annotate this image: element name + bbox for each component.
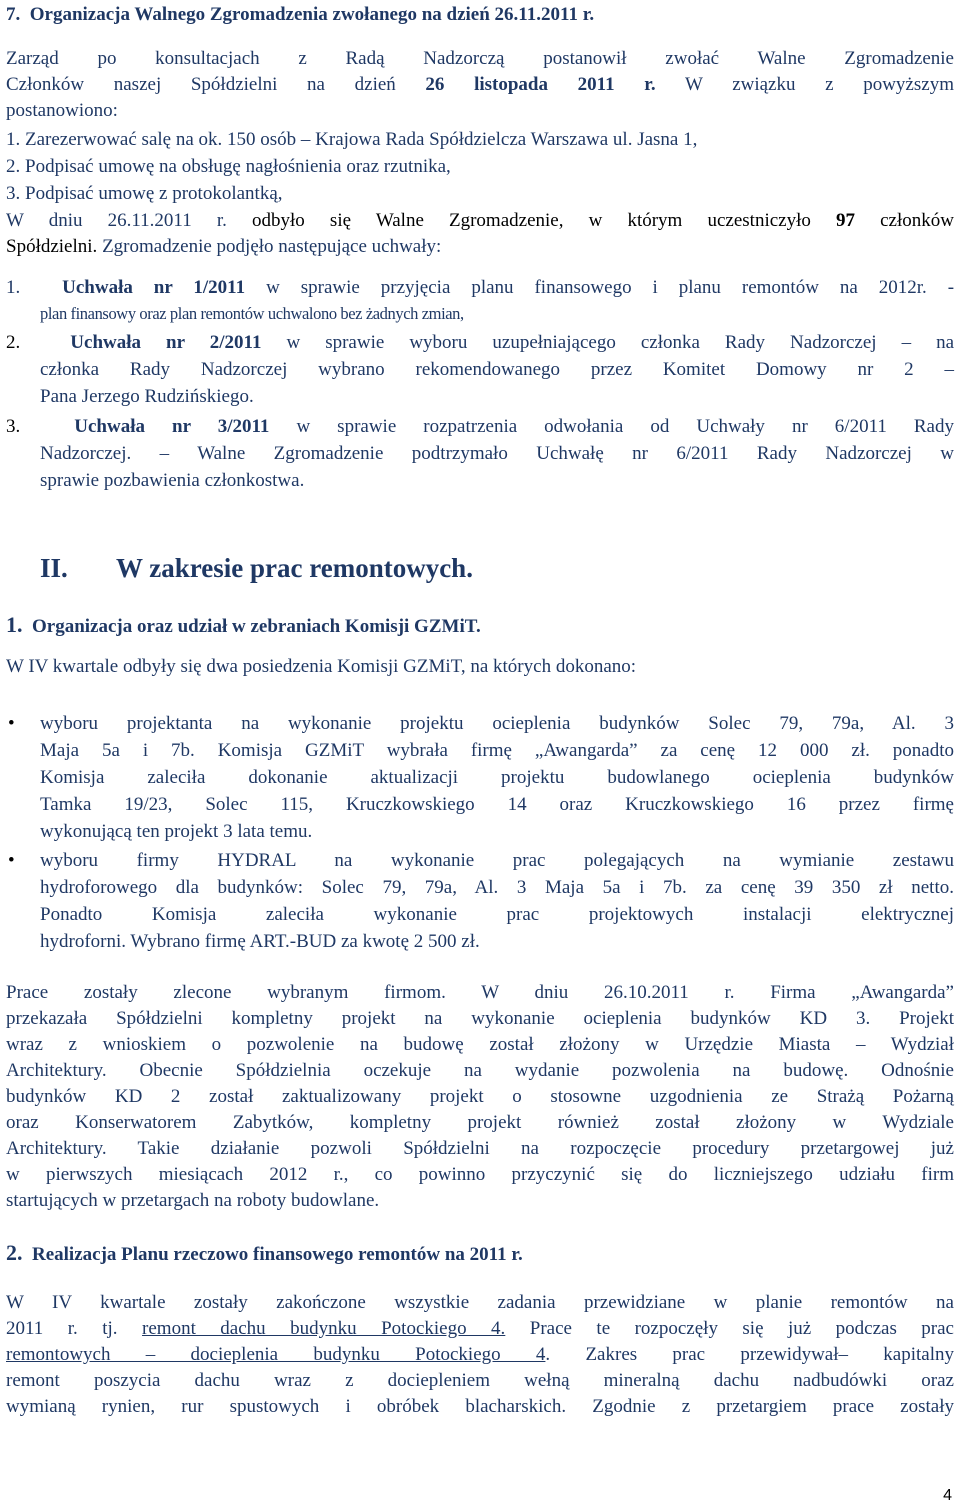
bullet-2-icon: • — [8, 850, 15, 871]
bullet-1-line-4: Tamka 19/23, Solec 115, Kruczkowskiego 14 oraz Kruczkowskiego 16 przez firmę — [40, 794, 954, 815]
subsection-1-heading: 1. Organizacja oraz udział w zebraniach Komisji GZMiT. — [6, 612, 481, 637]
bullet-1-line-1: wyboru projektanta na wykonanie projektu ocieplenia budynków Solec 79, 79a, Al. 3 — [40, 713, 954, 734]
resolution-1-line-1: 1. Uchwała nr 1/2011 w sprawie przyjęcia planu finansowego i planu remontów na 2012r. - — [6, 277, 955, 298]
resolution-3-line-1: 3. Uchwała nr 3/2011 w sprawie rozpatrzenia odwołania od Uchwały nr 6/2011 Rady — [6, 416, 954, 437]
section-7-intro-line-2: Członków naszej Spółdzielni na dzień 26 listopada 2011 r. W związku z powyższym — [6, 74, 954, 95]
list-item-2: 2. Podpisać umowę na obsługę nagłośnienia oraz rzutnika, — [6, 156, 451, 177]
paragraph-line-4: Architektury. Obecnie Spółdzielnia oczekuje na wydanie pozwolenia na budowę. Odnośnie — [6, 1060, 954, 1081]
bullet-1-line-3: Komisja zaleciła dokonanie aktualizacji projektu budowlanego ocieplenia budynków — [40, 767, 954, 788]
paragraph-line-1: Prace zostały zlecone wybranym firmom. W dniu 26.10.2011 r. Firma „Awangarda” — [6, 982, 954, 1003]
subsection-2-line-2: 2011 r. tj. remont dachu budynku Potockiego 4. Prace te rozpoczęły się już podczas prac — [6, 1318, 954, 1339]
list-item-1: 1. Zarezerwować salę na ok. 150 osób – Krajowa Rada Spółdzielcza Warszawa ul. Jasna 1, — [6, 129, 698, 150]
paragraph-line-2: przekazała Spółdzielni kompletny projekt na wykonanie ocieplenia budynków KD 3. Projekt — [6, 1008, 954, 1029]
subsection-2-line-4: remont poszycia dachu wraz z dociepleniem wełną mineralną dachu nadbudówki oraz — [6, 1370, 954, 1391]
bullet-1-icon: • — [8, 713, 15, 734]
resolution-2-line-2: członka Rady Nadzorczej wybrano rekomendowanego przez Komitet Domowy nr 2 – — [40, 359, 954, 380]
subsection-2-line-3: remontowych – docieplenia budynku Potockiego 4. Zakres prac przewidywał– kapitalny — [6, 1344, 954, 1365]
section-7-intro-line-3: postanowiono: — [6, 100, 118, 121]
section-7-intro-line-1: Zarząd po konsultacjach z Radą Nadzorczą postanowił zwołać Walne Zgromadzenie — [6, 48, 954, 69]
paragraph-line-8: w pierwszych miesiącach 2012 r., co powinno przyczynić się do liczniejszego udziału firm — [6, 1164, 954, 1185]
paragraph-line-3: wraz z wnioskiem o pozwolenie na budowę został złożony w Urzędzie Miasta – Wydział — [6, 1034, 954, 1055]
paragraph-line-9: startujących w przetargach na roboty budowlane. — [6, 1190, 380, 1211]
subsection-2-line-5: wymianą rynien, rur spustowych i obróbek blacharskich. Zgodnie z przetargiem prace zostały — [6, 1396, 954, 1417]
bullet-2-line-3: Ponadto Komisja zaleciła wykonanie prac projektowych instalacji elektrycznej — [40, 904, 954, 925]
resolution-3-line-2: Nadzorczej. – Walne Zgromadzenie podtrzymało Uchwałę nr 6/2011 Rady Nadzorczej w — [40, 443, 954, 464]
meeting-date-line-2: Spółdzielni. Zgromadzenie podjęło następujące uchwały: — [6, 236, 442, 257]
subsection-2-line-1: W IV kwartale zostały zakończone wszystkie zadania przewidziane w planie remontów na — [6, 1292, 954, 1313]
paragraph-line-7: Architektury. Takie działanie pozwoli Spółdzielni na rozpoczęcie procedury przetargowej już — [6, 1138, 954, 1159]
list-item-3: 3. Podpisać umowę z protokolantką, — [6, 183, 283, 204]
meeting-date-line-1: W dniu 26.11.2011 r. odbyło się Walne Zgromadzenie, w którym uczestniczyło 97 członków — [6, 210, 954, 231]
subsection-2-heading: 2. Realizacja Planu rzeczowo finansowego remontów na 2011 r. — [6, 1240, 523, 1265]
resolution-2-line-3: Pana Jerzego Rudzińskiego. — [40, 386, 254, 407]
bullet-1-line-5: wykonującą ten projekt 3 lata temu. — [40, 821, 313, 842]
bullet-2-line-1: wyboru firmy HYDRAL na wykonanie prac polegających na wymianie zestawu — [40, 850, 954, 871]
page-number: 4 — [943, 1487, 952, 1504]
paragraph-line-5: budynków KD 2 został zaktualizowany projekt o stosowne uzgodnienia ze Strażą Pożarną — [6, 1086, 954, 1107]
resolution-3-line-3: sprawie pozbawienia członkostwa. — [40, 470, 305, 491]
subsection-1-intro: W IV kwartale odbyły się dwa posiedzenia Komisji GZMiT, na których dokonano: — [6, 656, 637, 677]
resolution-2-line-1: 2. Uchwała nr 2/2011 w sprawie wyboru uzupełniającego członka Rady Nadzorczej – na — [6, 332, 955, 353]
resolution-1-line-2: plan finansowy oraz plan remontów uchwalono bez żadnych zmian, — [40, 304, 464, 323]
paragraph-line-6: oraz Konserwatorem Zabytków, kompletny projekt również został złożony w Wydziale — [6, 1112, 954, 1133]
section-7-heading: 7. Organizacja Walnego Zgromadzenia zwołanego na dzień 26.11.2011 r. — [6, 4, 595, 25]
bullet-2-line-2: hydroforowego dla budynków: Solec 79, 79a, Al. 3 Maja 5a i 7b. za cenę 39 350 zł netto. — [40, 877, 954, 898]
section-II-heading: II. W zakresie prac remontowych. — [40, 553, 473, 583]
bullet-1-line-2: Maja 5a i 7b. Komisja GZMiT wybrała firmę „Awangarda” za cenę 12 000 zł. ponadto — [40, 740, 954, 761]
bullet-2-line-4: hydroforni. Wybrano firmę ART.-BUD za kwotę 2 500 zł. — [40, 931, 480, 952]
